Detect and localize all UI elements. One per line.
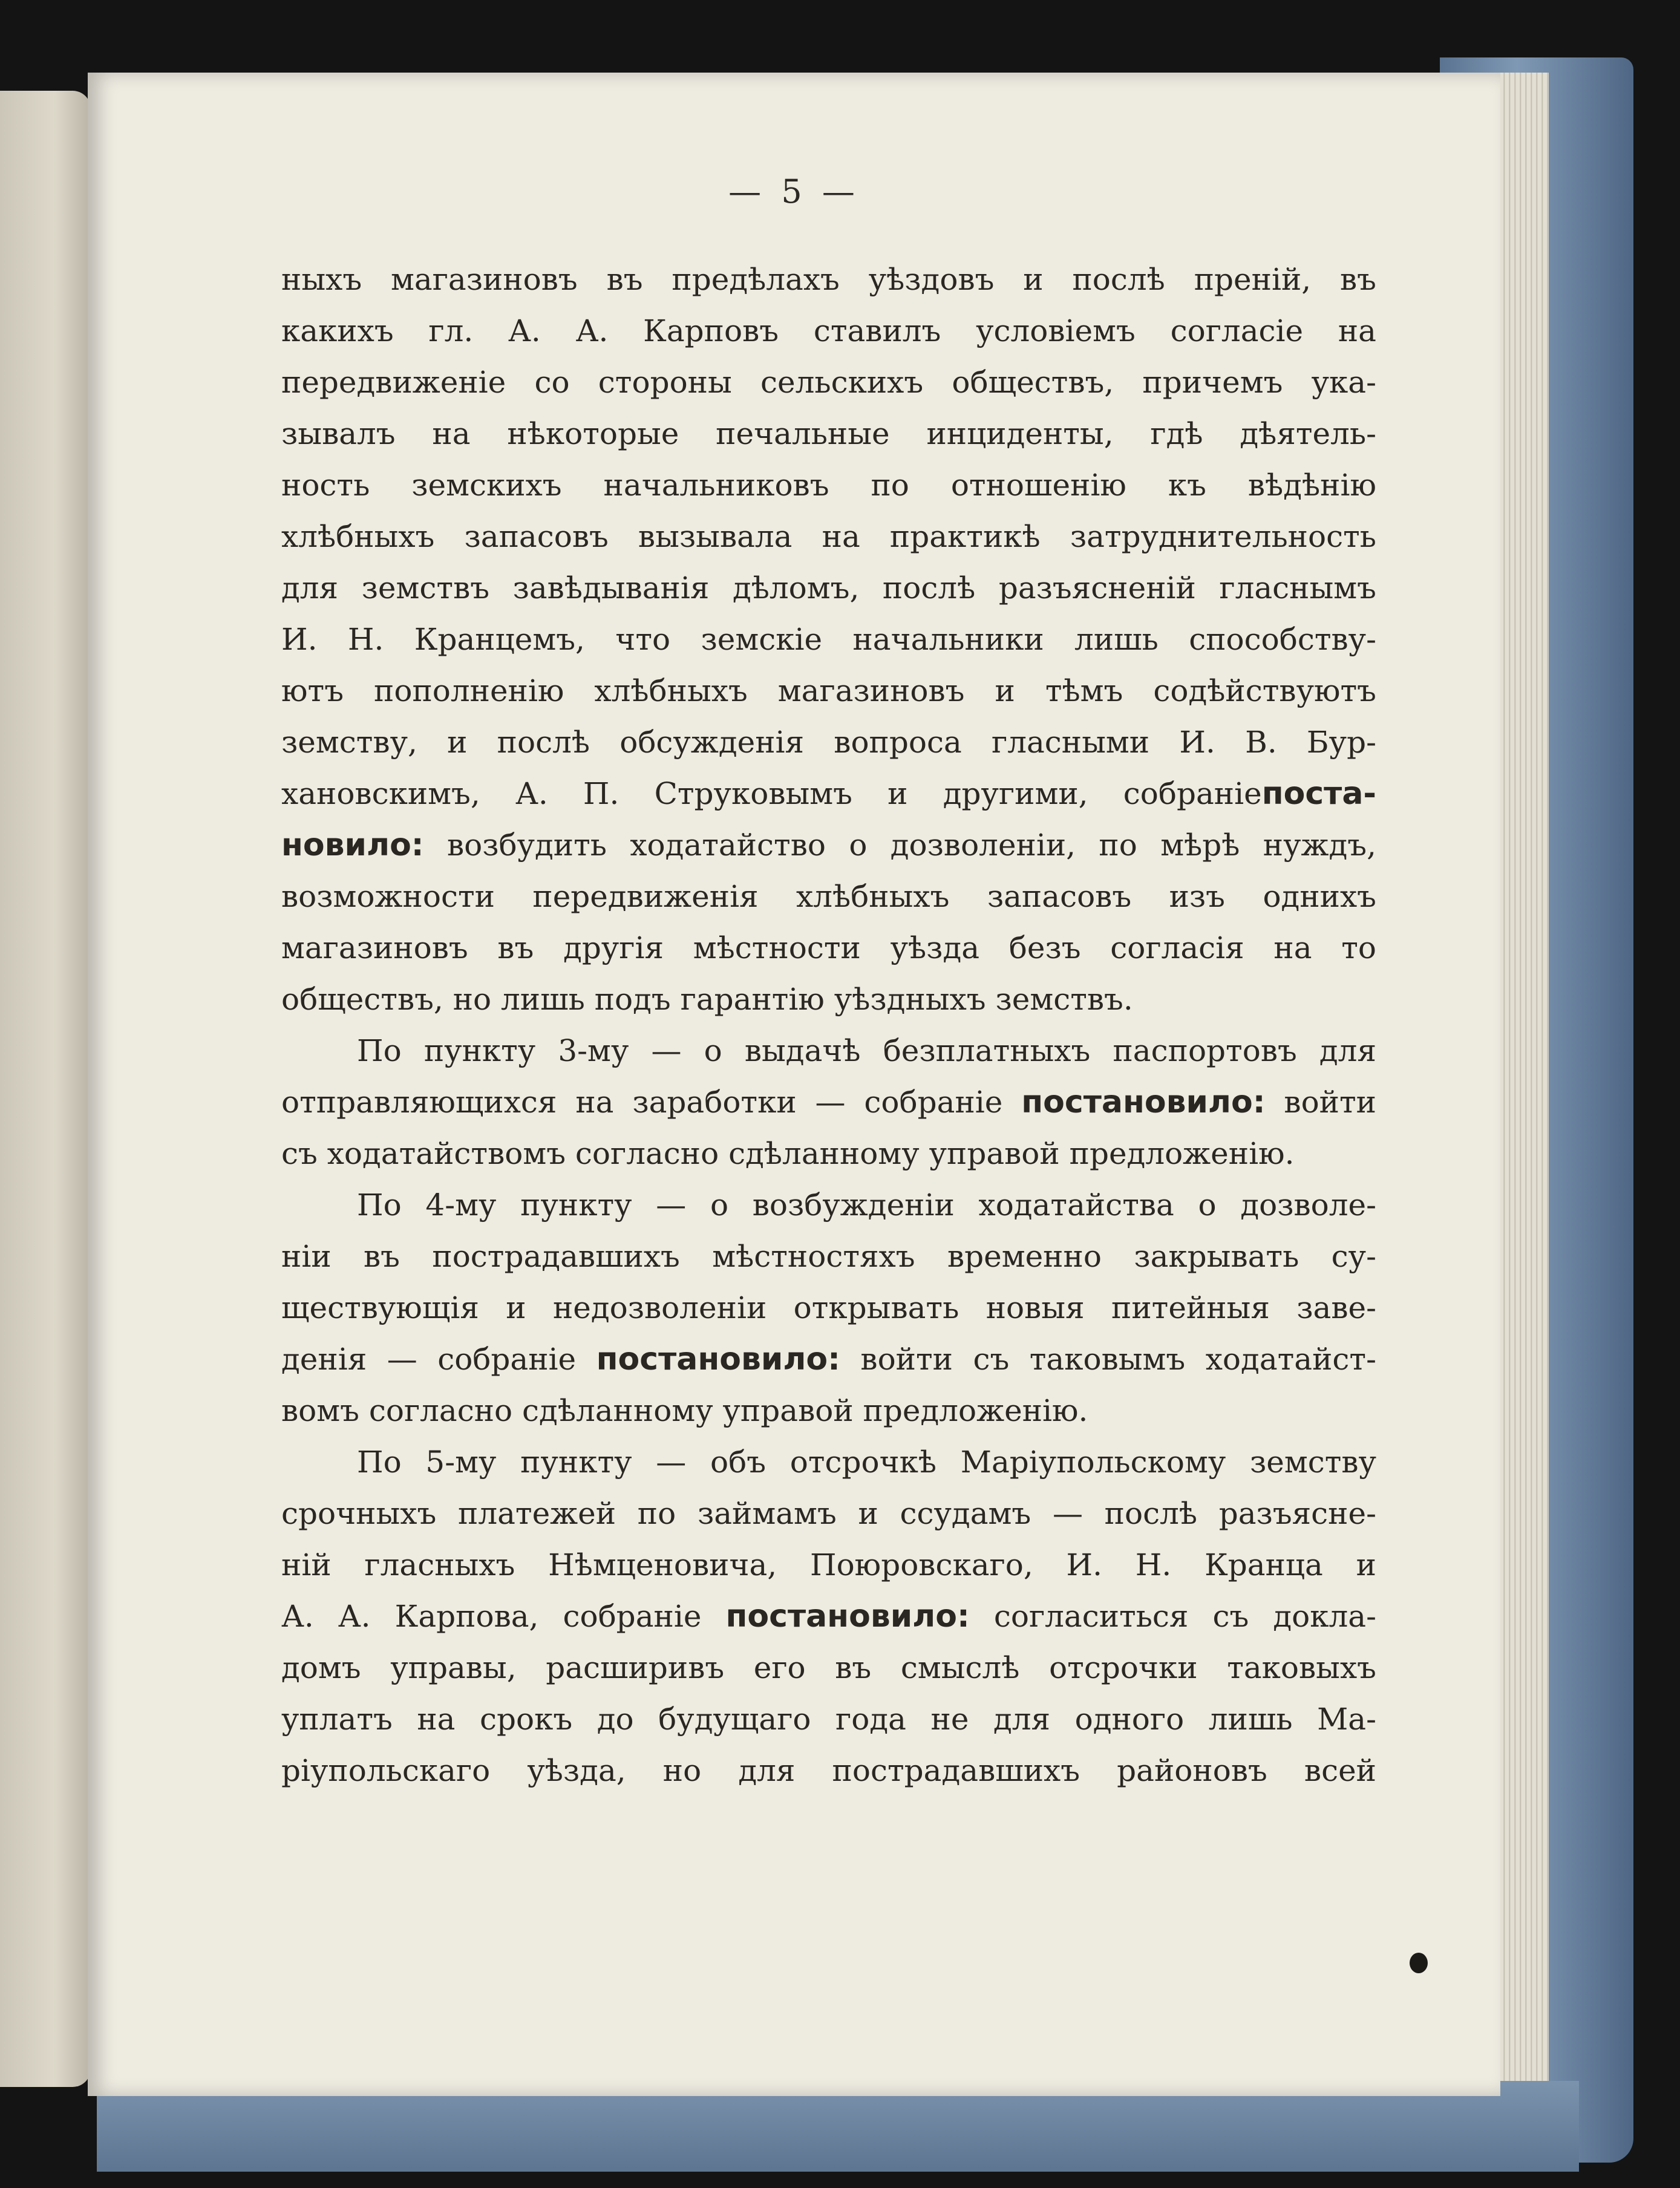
text-line — [281, 1694, 1376, 1745]
line-text: отправляющихся на заработки — собраніе — [281, 1085, 1022, 1120]
text-line — [281, 1488, 1376, 1540]
page-text — [281, 254, 1376, 1797]
line-text: передвиженіе со стороны сельскихъ обществъ, причемъ ука- — [281, 365, 1376, 400]
line-text: возбудить ходатайство о дозволеніи, по мѣрѣ нуждъ, — [423, 828, 1376, 863]
line-text: хлѣбныхъ запасовъ вызывала на практикѣ затруднительность — [281, 519, 1376, 554]
book-page — [88, 73, 1500, 2096]
bold-resolution: новило: — [281, 827, 424, 863]
text-line — [281, 1282, 1376, 1334]
text-line — [281, 974, 1376, 1025]
line-text: ныхъ магазиновъ въ предѣлахъ уѣздовъ и послѣ преній, въ — [281, 262, 1376, 297]
text-line — [281, 1128, 1376, 1180]
text-line — [281, 357, 1376, 408]
line-text: для земствъ завѣдыванія дѣломъ, послѣ разъясненій гласнымъ — [281, 570, 1376, 606]
left-page-edge — [0, 91, 91, 2087]
bold-resolution: постановило: — [596, 1341, 840, 1377]
text-line — [281, 1077, 1376, 1128]
text-line — [281, 820, 1376, 871]
text-line — [281, 1745, 1376, 1797]
line-text: обществъ, но лишь подъ гарантію уѣздныхъ земствъ. — [281, 982, 1133, 1017]
line-text: По 5-му пункту — объ отсрочкѣ Маріупольскому земству — [357, 1445, 1376, 1480]
line-text-tail: войти — [1265, 1085, 1376, 1120]
line-text: домъ управы, расширивъ его въ смыслѣ отсрочки таковыхъ — [281, 1650, 1376, 1685]
text-line — [281, 1642, 1376, 1694]
text-line — [281, 1025, 1376, 1077]
line-text: ществующія и недозволеніи открывать новыя питейныя заве- — [281, 1290, 1376, 1325]
ink-dot — [1410, 1953, 1428, 1973]
text-line — [281, 1385, 1376, 1437]
text-line — [281, 460, 1376, 511]
bold-resolution: поста- — [1261, 776, 1376, 812]
line-text: И. Н. Кранцемъ, что земскіе начальники лишь способству- — [281, 622, 1376, 657]
line-text: По пункту 3-му — о выдачѣ безплатныхъ паспортовъ для — [357, 1033, 1376, 1068]
text-line — [281, 665, 1376, 717]
text-line — [281, 1591, 1376, 1642]
line-text: земству, и послѣ обсужденія вопроса гласными И. В. Бур- — [281, 725, 1376, 760]
text-line — [281, 1334, 1376, 1385]
line-text: хановскимъ, А. П. Струковымъ и другими, собраніе — [281, 776, 1262, 811]
page-number: — 5 — — [728, 172, 860, 211]
text-line — [281, 1540, 1376, 1591]
line-text: А. А. Карпова, собраніе — [281, 1599, 726, 1634]
text-line — [281, 1180, 1376, 1231]
line-text: возможности передвиженія хлѣбныхъ запасовъ изъ однихъ — [281, 879, 1376, 914]
text-line — [281, 871, 1376, 923]
line-text: ніи въ пострадавшихъ мѣстностяхъ временно закрывать су- — [281, 1239, 1376, 1274]
page-edges — [1494, 73, 1549, 2117]
line-text: денія — собраніе — [281, 1342, 596, 1377]
text-line — [281, 614, 1376, 665]
text-line — [281, 923, 1376, 974]
text-line — [281, 511, 1376, 563]
line-text: магазиновъ въ другія мѣстности уѣзда безъ согласія на то — [281, 930, 1376, 965]
line-text: какихъ гл. А. А. Карповъ ставилъ условіемъ согласіе на — [281, 313, 1376, 348]
line-text: срочныхъ платежей по займамъ и ссудамъ — послѣ разъясне- — [281, 1496, 1376, 1531]
line-text-tail: войти съ таковымъ ходатайст- — [840, 1342, 1376, 1377]
line-text: ютъ пополненію хлѣбныхъ магазиновъ и тѣмъ содѣйствуютъ — [281, 673, 1376, 708]
line-text: ріупольскаго уѣзда, но для пострадавшихъ районовъ всей — [281, 1753, 1376, 1788]
line-text: зывалъ на нѣкоторые печальные инциденты, гдѣ дѣятель- — [281, 416, 1376, 451]
text-line — [281, 717, 1376, 768]
line-text: вомъ согласно сдѣланному управой предложенію. — [281, 1393, 1088, 1428]
bold-resolution: постановило: — [725, 1598, 970, 1634]
text-line — [281, 563, 1376, 614]
text-line — [281, 254, 1376, 305]
text-line — [281, 1437, 1376, 1488]
line-text: уплатъ на срокъ до будущаго года не для одного лишь Ма- — [281, 1702, 1376, 1737]
text-line — [281, 408, 1376, 460]
line-text: съ ходатайствомъ согласно сдѣланному управой предложенію. — [281, 1136, 1295, 1171]
text-line — [281, 1231, 1376, 1282]
line-text: По 4-му пункту — о возбужденіи ходатайства о дозволе- — [357, 1187, 1376, 1223]
bold-resolution: постановило: — [1021, 1084, 1266, 1120]
line-text-tail: согласиться съ доклa- — [969, 1599, 1376, 1634]
line-text: ность земскихъ начальниковъ по отношенію къ вѣдѣнію — [281, 468, 1376, 503]
text-line — [281, 768, 1376, 820]
text-line — [281, 305, 1376, 357]
line-text: ній гласныхъ Нѣмценовича, Поюровскаго, И. Н. Кранца и — [281, 1547, 1376, 1582]
